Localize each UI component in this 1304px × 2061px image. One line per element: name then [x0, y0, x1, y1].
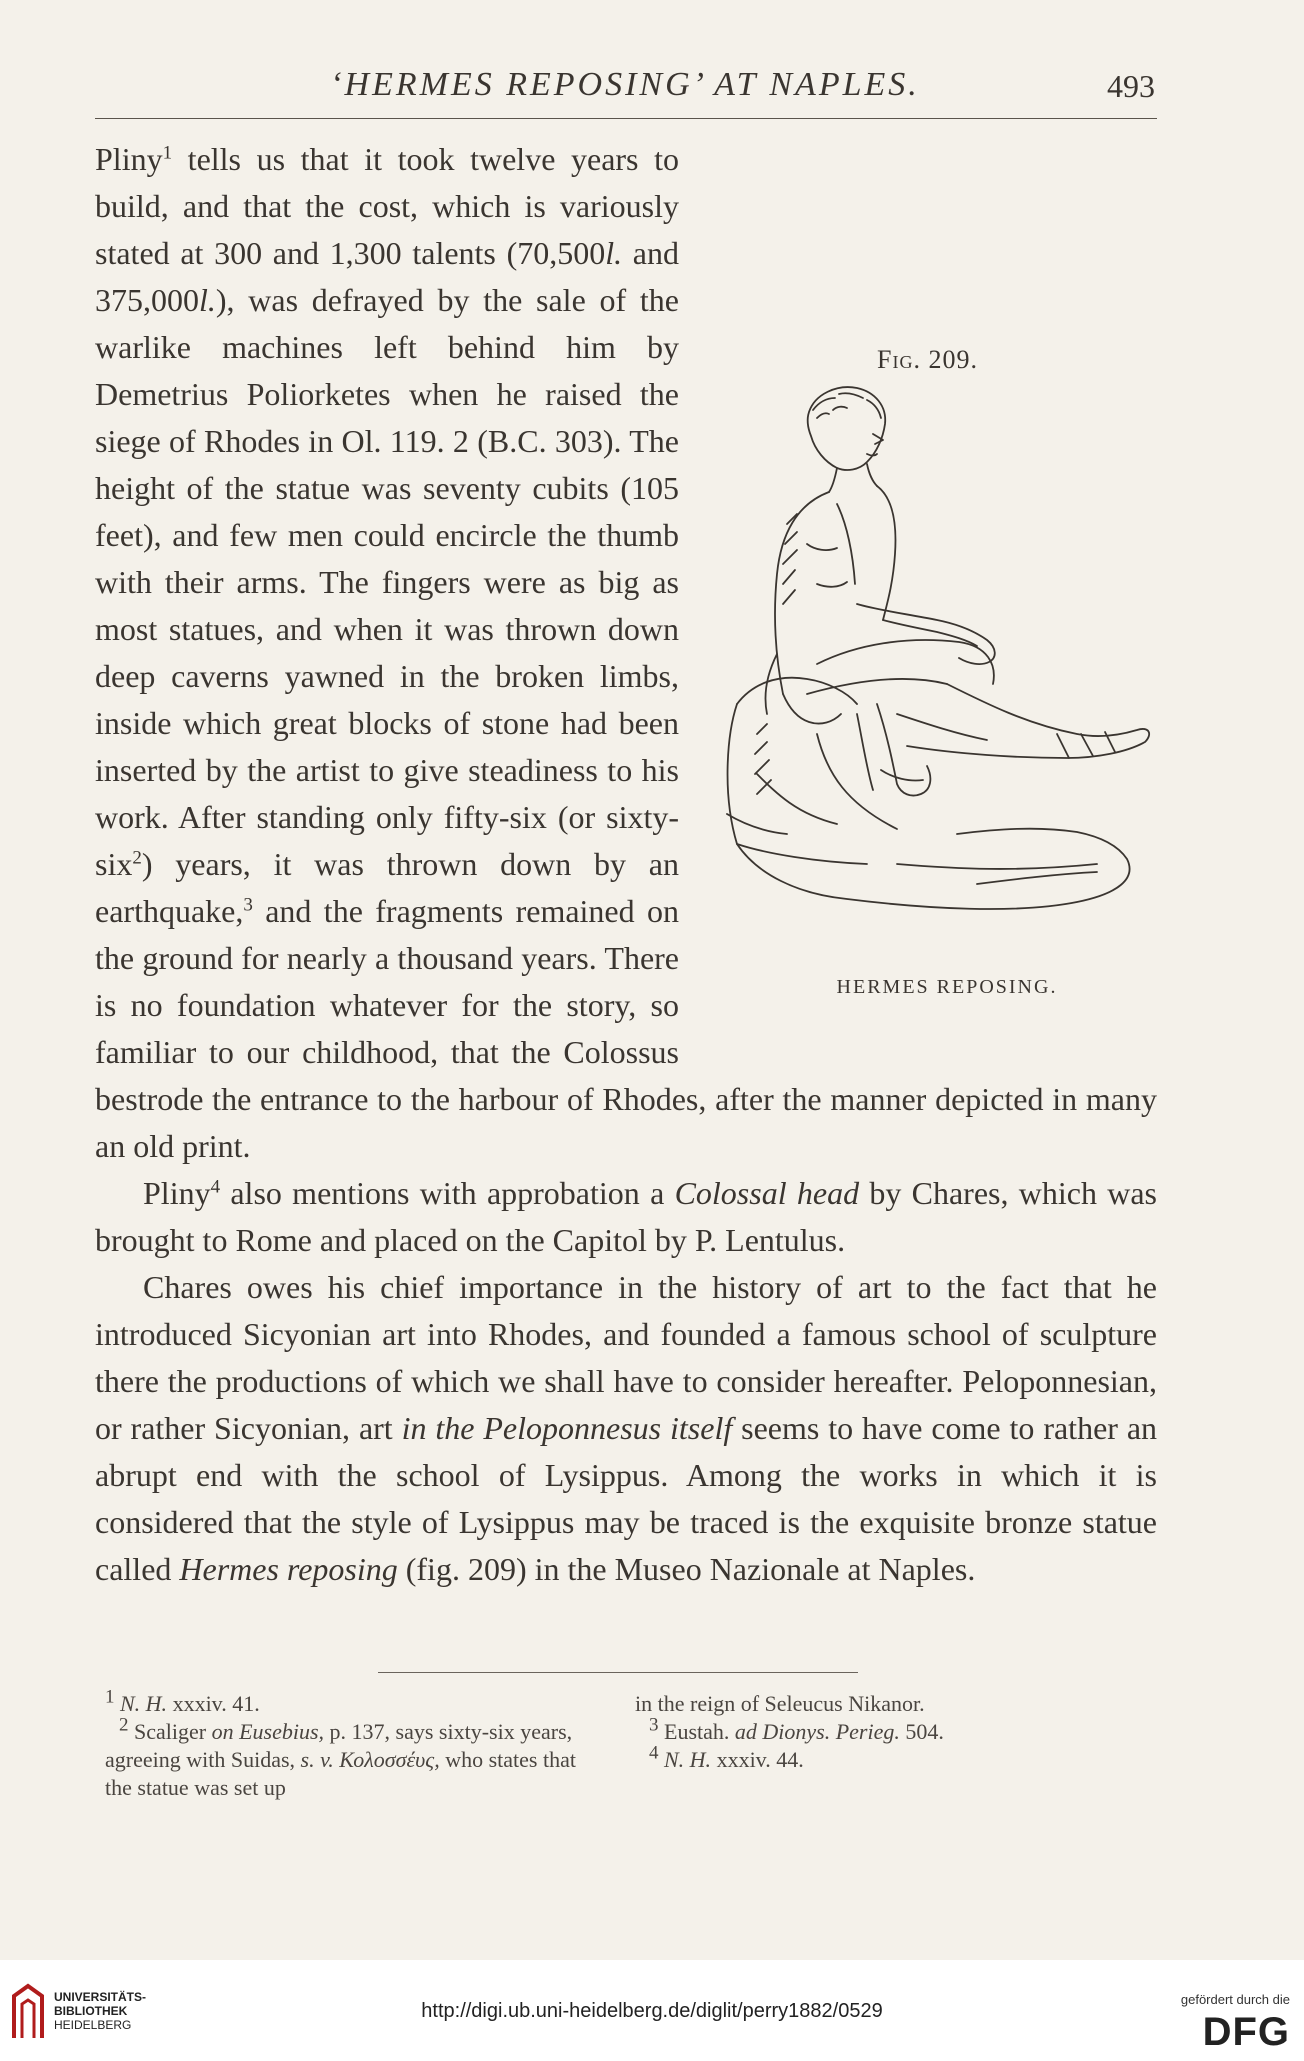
digital-library-footer [0, 1960, 1304, 2061]
footnote-4 [635, 1742, 1155, 1774]
italic-run: Κολοσσέυς, [339, 1747, 440, 1772]
text-run: and 375,000 [95, 235, 680, 318]
paragraph-3 [95, 1264, 1157, 1593]
footnote-2 [105, 1714, 605, 1802]
running-title: ‘HERMES REPOSING’ AT NAPLES. [330, 66, 920, 103]
italic-run: l. [605, 235, 623, 271]
footnote-rule [378, 1672, 858, 1673]
figure-209 [697, 324, 1157, 1064]
library-name-line: HEIDELBERG [54, 2018, 132, 2032]
footnotes-left-column [105, 1686, 605, 1802]
italic-run: l. [199, 282, 216, 318]
hermes-statue-illustration [697, 374, 1157, 954]
italic-run: N. H. [120, 1691, 168, 1716]
figure-label: Fig. 209. [877, 345, 978, 374]
library-name-line: BIBLIOTHEK [54, 2004, 128, 2018]
italic-run: N. H. [664, 1747, 712, 1772]
footnote-3 [635, 1714, 1155, 1746]
footnote-number: 3 [649, 1714, 659, 1736]
dfg-logo: DFG [1202, 2010, 1290, 2054]
footnote-1 [105, 1686, 605, 1718]
text-run: ) years, it was thrown down by an earthquake, [95, 846, 679, 929]
header-rule [95, 118, 1157, 119]
italic-run: in the Peloponnesus itself [401, 1410, 733, 1446]
italic-run: on Eusebius, [211, 1719, 325, 1744]
footnote-number: 2 [119, 1714, 129, 1736]
italic-run: Colossal head [674, 1175, 860, 1211]
library-name-line: UNIVERSITÄTS- [54, 1990, 147, 2004]
text-run: ), was defrayed by the sale of the warlike machines left behind him by Demetrius Poliorketes when he raised the siege of Rhodes in Ol. 119. 2 ( [95, 282, 679, 459]
text-run: (fig. 209) in the Museo Nazionale at Naples. [397, 1551, 976, 1587]
text-run: Pliny [143, 1175, 211, 1211]
text-run: Chares owes his chief importance in the history of art to the fact that he introduced Sicyonian art into Rhodes, and founded a famous school of sculpture there the productions of which we shall have to consider hereafter. Peloponnesian, or rather Sicyonian, art [95, 1269, 1157, 1446]
footnote-ref: 2 [132, 847, 142, 869]
text-run: xxxiv. 44. [711, 1747, 804, 1772]
italic-run: s. v. [300, 1747, 334, 1772]
text-run: 303). The height of the statue was seventy cubits (105 feet), and few men could encircle the thumb with their arms. The fingers were as big as most statues, and when it was thrown down deep caverns yawned in the broken limbs, inside which great blocks of stone had been inserted by the artist to give steadiness to his work. After standing only fifty-six (or sixty-six [95, 423, 680, 882]
text-run: and the fragments remained on the ground for nearly a thousand years. There is no foundation whatever for the story, so familiar to our childhood, that the Colossus bestrode the entrance to the harbour of Rhodes, after the manner depicted in many an old print. [95, 893, 1157, 1164]
source-url-link[interactable]: http://digi.ub.uni-heidelberg.de/diglit/perry1882/0529 [421, 2000, 883, 2022]
text-run: 504. [899, 1719, 944, 1744]
text-run: p. 137, says sixty-six years, agreeing with Suidas, [105, 1719, 573, 1772]
text-run: also mentions with approbation a [220, 1175, 675, 1211]
page-number: 493 [1107, 68, 1155, 104]
footnote-2-continued: in the reign of Seleucus Nikanor. [635, 1691, 925, 1716]
text-run: seems to have come to rather an abrupt end with the school of Lysippus. Among the works in which it is considered that the style of Lysippus may be traced is the exquisite bronze statue called [95, 1410, 1158, 1587]
funder-note: gefördert durch die [1180, 1992, 1290, 2007]
paragraph-2 [95, 1170, 1157, 1264]
footnote-ref: 1 [162, 142, 173, 164]
italic-run: Hermes reposing [179, 1551, 398, 1587]
text-run: Eustah. [664, 1719, 735, 1744]
italic-run: ad Dionys. Perieg. [734, 1719, 900, 1744]
footnote-ref: 3 [243, 894, 253, 916]
text-run: by Chares, which was brought to Rome and placed on the Capitol by P. Lentulus. [95, 1175, 1158, 1258]
footnote-number: 1 [105, 1686, 115, 1708]
small-caps-run: B.C. [487, 423, 547, 459]
text-run: Scaliger [134, 1719, 212, 1744]
footnote-ref: 4 [210, 1176, 221, 1198]
footnote-number: 4 [649, 1742, 659, 1764]
text-run: xxxiv. 41. [167, 1691, 260, 1716]
footnotes-right-column [635, 1690, 1155, 1774]
body-text [95, 136, 1157, 1593]
figure-caption: HERMES REPOSING. [836, 976, 1058, 998]
running-header [95, 62, 1155, 112]
text-run: tells us that it took twelve years to build, and that the cost, which is variously stated at 300 and 1,300 talents (70,500 [95, 141, 679, 271]
text-run: who states that the statue was set up [105, 1747, 576, 1800]
text-run: Pliny [95, 141, 163, 177]
